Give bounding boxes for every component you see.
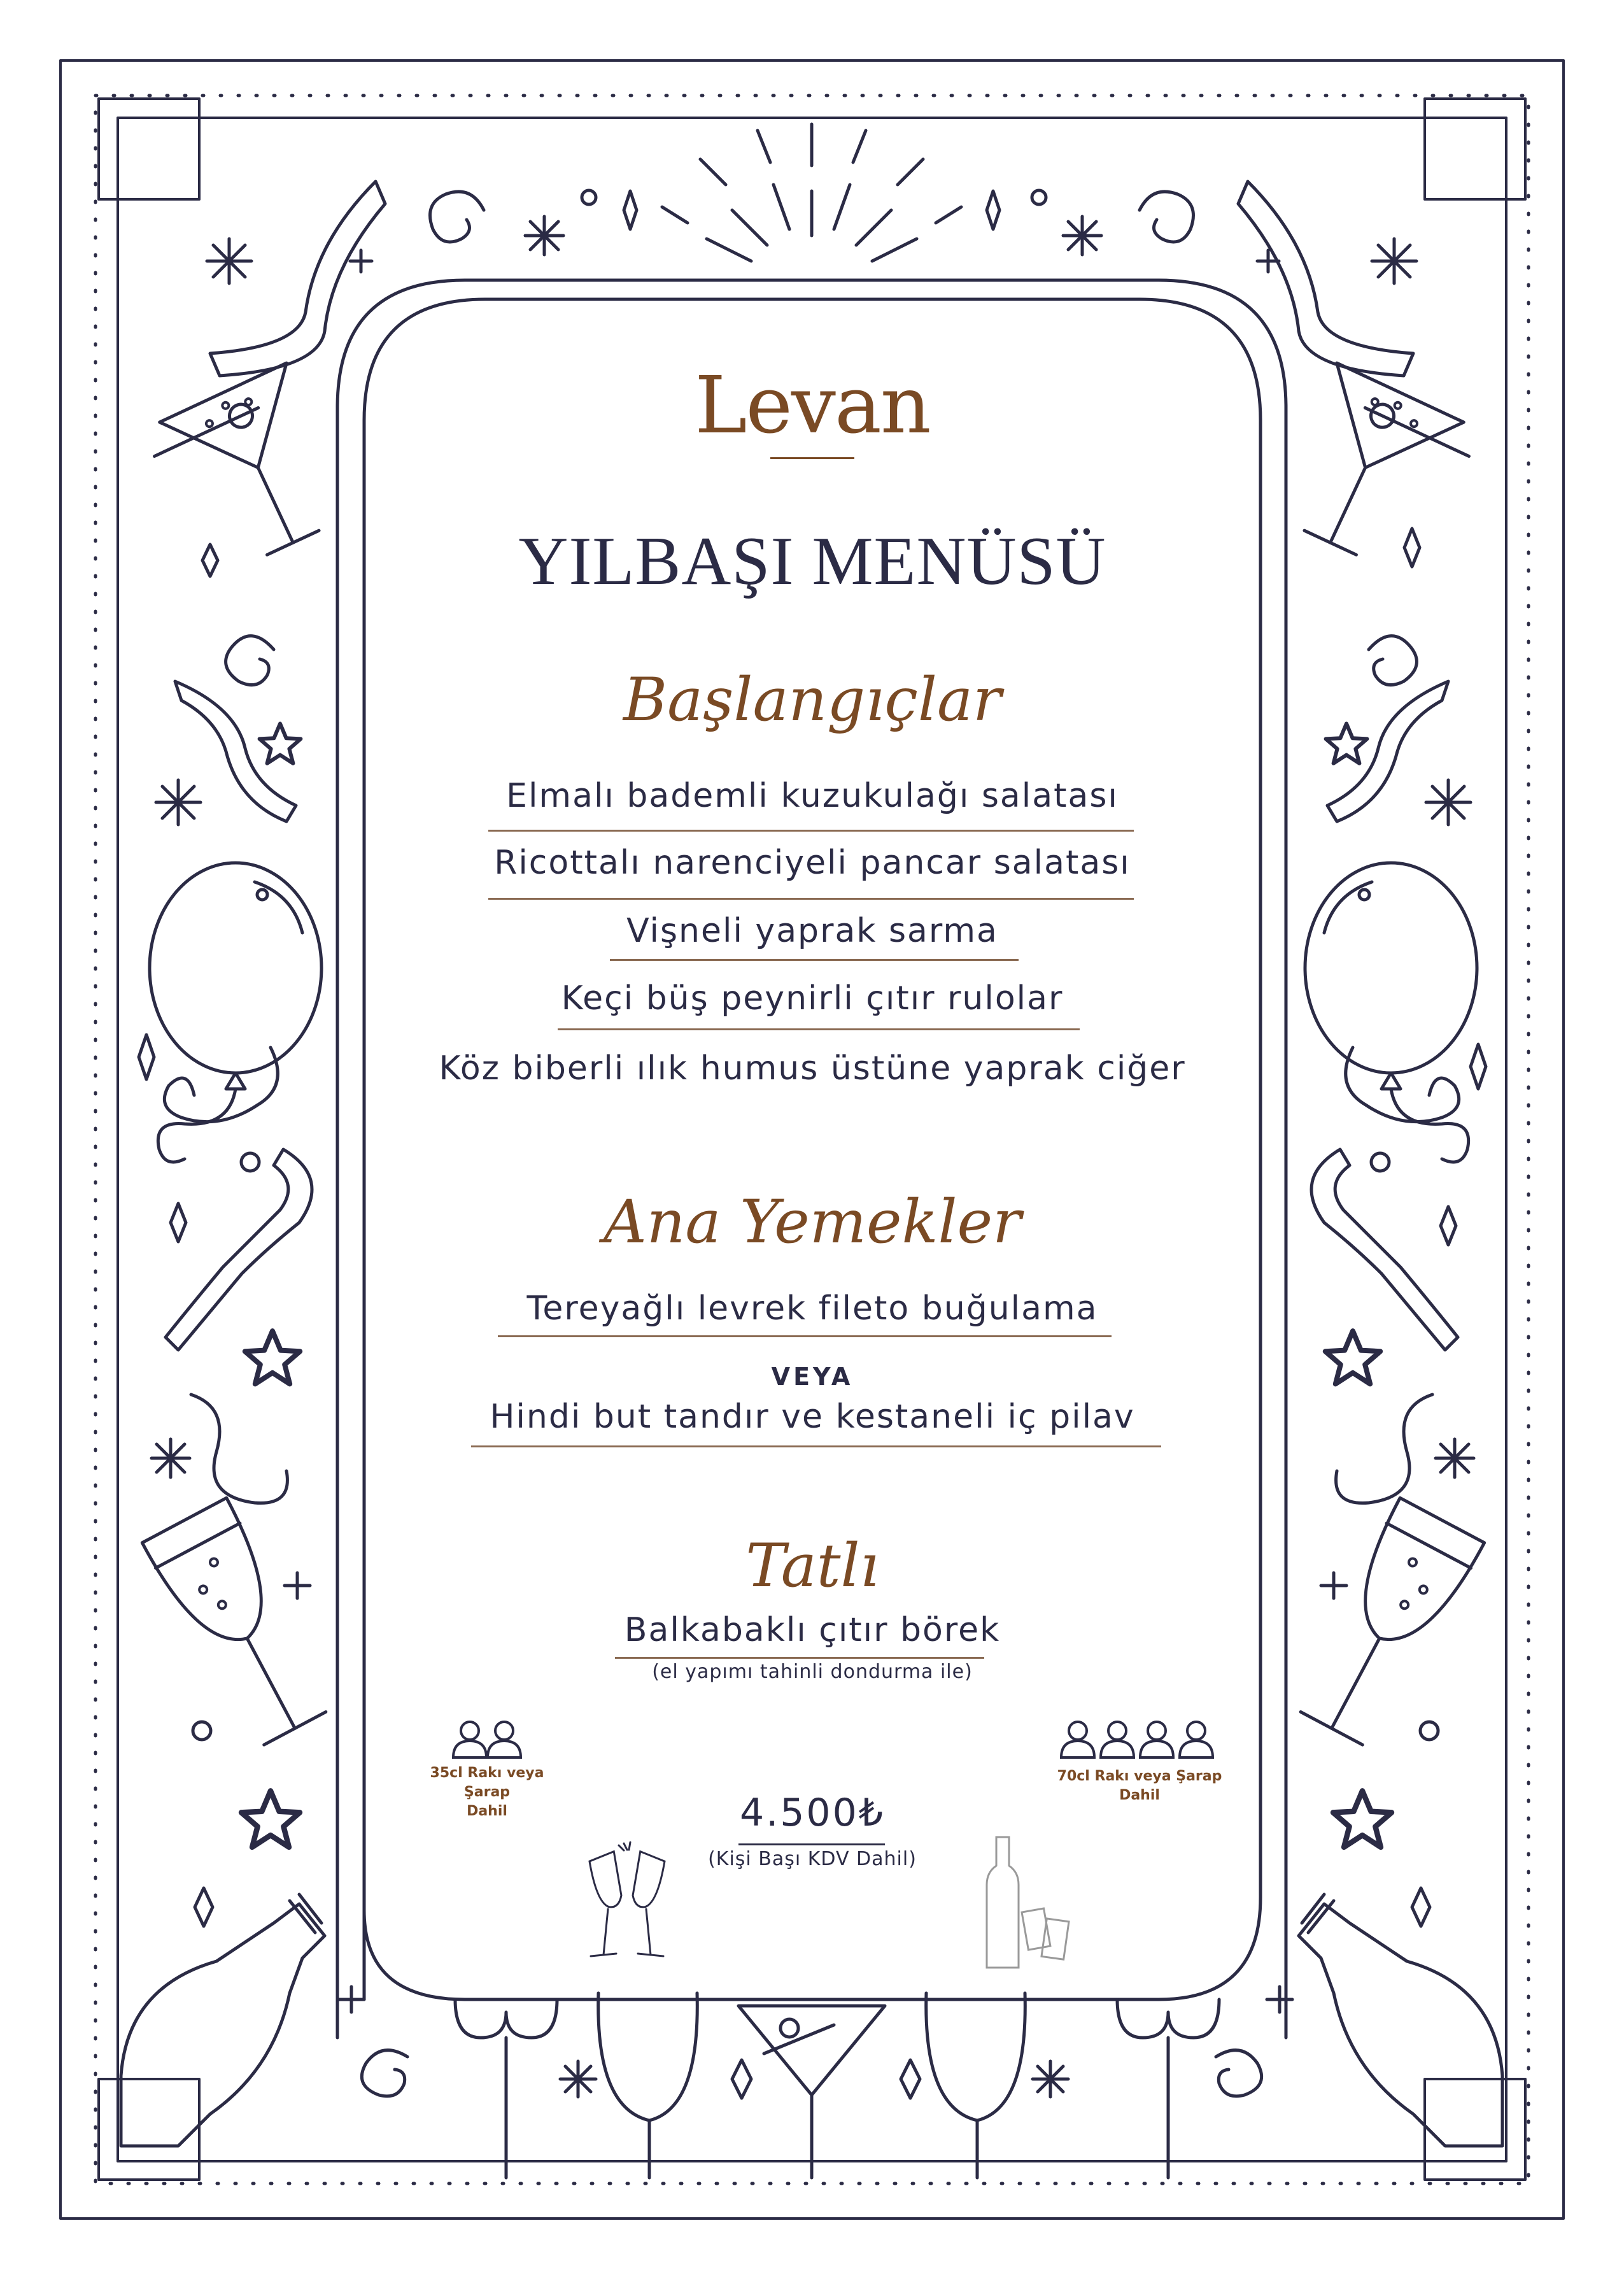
list-item: Elmalı bademli kuzukulağı salatası — [506, 777, 1119, 815]
list-item: Balkabaklı çıtır börek — [624, 1611, 1001, 1649]
dessert-note: (el yapımı tahinli dondurma ile) — [652, 1661, 973, 1683]
package-large — [1057, 1767, 1222, 1805]
brand-logo: Levan — [695, 360, 930, 451]
package-small-line1: 35cl Rakı veya Şarap — [430, 1765, 544, 1800]
price-amount: 4.500₺ — [740, 1791, 885, 1835]
package-large-line1: 70cl Rakı veya Şarap — [1057, 1768, 1222, 1784]
item-divider — [471, 1445, 1161, 1447]
people-icon — [1057, 1718, 1216, 1763]
package-small-line2: Dahil — [467, 1803, 507, 1819]
menu-panel — [363, 299, 1262, 2019]
corner-square-bl — [99, 2079, 199, 2180]
corner-square-tl — [99, 99, 199, 199]
package-small — [407, 1764, 567, 1821]
list-item: Vişneli yaprak sarma — [626, 912, 998, 950]
section-heading-dessert: Tatlı — [745, 1531, 879, 1601]
list-item: Ricottalı narenciyeli pancar salatası — [494, 844, 1131, 882]
list-item: Tereyağlı levrek fileto buğulama — [526, 1289, 1098, 1328]
item-divider — [558, 1028, 1080, 1030]
section-heading-mains: Ana Yemekler — [603, 1188, 1022, 1257]
corner-square-br — [1425, 2079, 1525, 2180]
toast-glasses-icon — [579, 1840, 675, 1974]
people-icon — [446, 1718, 528, 1763]
item-divider — [488, 830, 1134, 832]
item-divider — [488, 898, 1134, 900]
item-divider — [498, 1335, 1112, 1337]
list-item: Keçi büş peynirli çıtır rulolar — [561, 979, 1064, 1018]
logo-underline — [770, 457, 854, 459]
or-label: VEYA — [771, 1363, 854, 1391]
price-underline — [738, 1843, 885, 1845]
raki-bottle-icon — [971, 1834, 1079, 1974]
sunburst-icon — [662, 124, 961, 261]
item-divider — [615, 1657, 984, 1659]
item-divider — [610, 959, 1019, 961]
corner-square-tr — [1425, 99, 1525, 199]
section-heading-starters: Başlangıçlar — [623, 665, 1001, 735]
page-title: YILBAŞI MENÜSÜ — [518, 523, 1106, 599]
price-note: (Kişi Başı KDV Dahil) — [708, 1848, 917, 1870]
list-item: Köz biberli ılık humus üstüne yaprak ciğer — [439, 1049, 1186, 1088]
bottom-martini-icon — [738, 2006, 885, 2178]
package-large-line2: Dahil — [1119, 1787, 1160, 1803]
list-item: Hindi but tandır ve kestaneli iç pilav — [490, 1398, 1135, 1436]
